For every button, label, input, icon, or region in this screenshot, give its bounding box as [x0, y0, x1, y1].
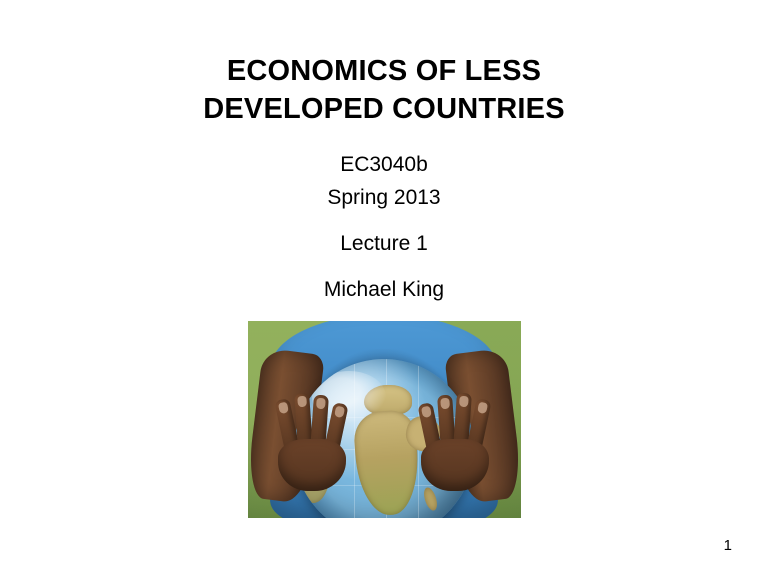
- palm: [278, 439, 346, 491]
- right-hand: [421, 399, 491, 491]
- photo-background: [248, 321, 521, 518]
- fingernail: [459, 396, 469, 408]
- palm: [421, 439, 489, 491]
- fingernail: [278, 402, 289, 415]
- subtitle-block: [0, 148, 768, 306]
- title-line-1: ECONOMICS OF LESS: [226, 55, 542, 87]
- left-hand: [278, 399, 348, 491]
- fingernail: [440, 398, 450, 410]
- page-number: 1: [723, 537, 732, 554]
- spacer-1: [0, 214, 768, 227]
- fingernail: [334, 406, 345, 419]
- page-title: [0, 52, 768, 128]
- fingernail: [421, 406, 432, 419]
- term: Spring 2013: [327, 186, 441, 209]
- fingernail: [297, 396, 307, 408]
- fingernail: [316, 398, 326, 410]
- spacer-2: [0, 260, 768, 273]
- fingernail: [477, 402, 488, 415]
- course-code: EC3040b: [340, 153, 428, 176]
- title-line-2: DEVELOPED COUNTRIES: [203, 93, 565, 125]
- globe-photo: [248, 321, 521, 518]
- lecture-number: Lecture 1: [340, 232, 428, 255]
- presenter-name: Michael King: [323, 278, 445, 301]
